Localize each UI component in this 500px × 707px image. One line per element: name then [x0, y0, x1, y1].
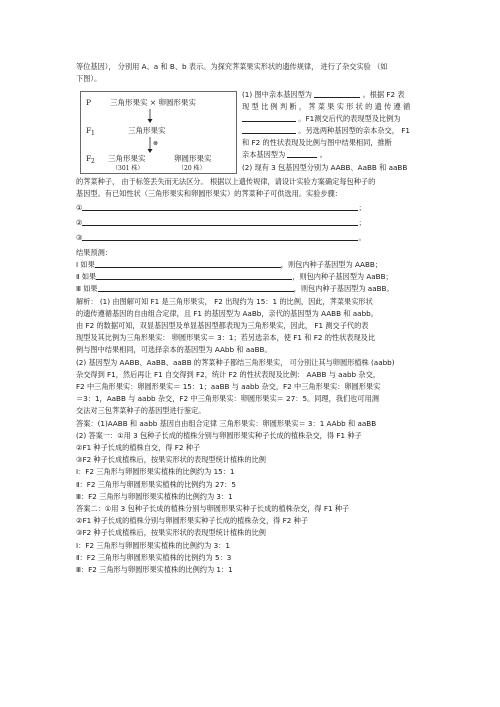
analysis-line: 杂交得到 F1，然后再让 F1 自交得到 F2，统计 F2 的性状表现及比例： AABB 与 aabb 杂交， — [76, 370, 380, 379]
diagram-f2-sub: 2 — [91, 158, 95, 165]
q1-line-4 — [242, 126, 410, 135]
result-2 — [76, 272, 393, 281]
result-tail: ，则包内种子基因型为 AABB； — [280, 260, 383, 269]
analysis-line: 的遗传遵循基因的自由组合定律，且 F1 的基因型为 AaBb，亲代的基因型为 AABB 和 aabb。 — [76, 309, 378, 318]
result-tail: ，则包内种子基因型为 AaBB； — [292, 272, 393, 281]
step-marker: ② — [76, 218, 83, 227]
step-end: ； — [358, 203, 366, 212]
q1-text-c: 。F1测交后代的表现型及比例为 — [298, 114, 401, 123]
step-end: 。 — [358, 233, 366, 242]
result-label: Ⅱ 如果 — [76, 272, 97, 281]
diagram-f1-text: 三角形果实 — [128, 126, 166, 135]
answer-line: ②F1 种子长成的植株分别与卵圆形果实种子长成的植株杂交，得 F2 种子 — [76, 516, 308, 525]
analysis-line: ＝3：1，AaBB 与 aabb 杂交，F2 中三角形果实：卵圆形果实＝ 27：5。同理，我们也可用测 — [76, 394, 379, 403]
diagram-f2-tri-count: （301 株） — [112, 165, 144, 172]
answer-blank[interactable] — [242, 126, 296, 134]
step-blank[interactable] — [82, 218, 358, 226]
step-marker: ① — [76, 203, 83, 212]
self-cross-symbol: ⊗ — [153, 140, 159, 147]
analysis-line: (2) 基因型为 AABB、AaBB、aaBB 的荠菜种子都结三角形果实， 可分别让其与卵圆形植株 (aabb) — [76, 358, 395, 367]
answer-line: Ⅰ：F2 三角形与卵圆形果实植株的比例约为 3：1 — [76, 541, 230, 550]
cross-diagram — [80, 91, 237, 174]
q1-line-3 — [242, 114, 400, 123]
analysis-line: F2 中三角形果实：卵圆形果实＝ 15：1；aaBB 与 aabb 杂交，F2 中三角形果实：卵圆形果实 — [76, 382, 381, 391]
result-blank[interactable] — [95, 260, 281, 268]
diagram-f1-label: F — [86, 126, 92, 135]
answer-blank[interactable] — [242, 114, 296, 122]
q2-line-2: 的荠菜种子， 由于标签丢失而无法区分。 根据以上遗传规律，请设计实验方案确定每包种子的 — [76, 177, 376, 186]
diagram-p-label: P — [86, 98, 92, 107]
diagram-f1-sub: 1 — [91, 130, 95, 137]
q1-line-1 — [242, 90, 405, 99]
q2-line-1: (2) 现有 3 包基因型分别为 AABB、AaBB 和 aaBB — [242, 163, 408, 172]
diagram-f2-tri: 三角形果实 — [108, 154, 146, 163]
q1-line-5: 和 F2 的性状表现及比例与图中结果相同，推断 — [242, 138, 392, 147]
analysis-line: 解析： (1) 由图解可知 F1 是三角形果实， F2 出现约为 15：1 的比例，因此，荠菜果实形状 — [76, 297, 373, 306]
diagram-f2-label: F — [86, 154, 92, 163]
q1-text-e: 亲本基因型为 — [242, 150, 286, 159]
analysis-line: 由 F2 的数据可知，双显基因型及单显基因型都表现为三角形果实，因此， F1 测交子代的表 — [76, 321, 369, 330]
diagram-f2-oval: 卵圆形果实 — [174, 154, 212, 163]
step-1 — [76, 203, 366, 212]
intro-line-2: 下图）。 — [76, 74, 102, 83]
result-label: Ⅲ 如果 — [76, 284, 98, 293]
q1-line-2: 现 型 比 例 判 断 ， 荠 菜 果 实 形 状 的 遗 传 遵 循 — [242, 102, 411, 111]
answer-line: ③F2 种子长成植株后，按果实形状的表现型统计植株的比例 — [76, 528, 266, 537]
q2-line-3: 基因型。有已知性状（三角形果实和卵圆形果实）的荠菜种子可供选用。实验步骤： — [76, 189, 342, 198]
answer-line: Ⅱ：F2 三角形与卵圆形果实植株的比例约为 5：3 — [76, 553, 232, 562]
analysis-line: 例与图中结果相同，可选择亲本的基因型为 AAbb 和 aaBB。 — [76, 345, 272, 354]
step-2 — [76, 218, 366, 227]
intro-line-1: 等位基因）， 分别用 A、a 和 B、b 表示。为探究荠菜果实形状的遗传规律， 进行了杂交实验 （如 — [76, 62, 388, 71]
q1-text-a: (1) 图中亲本基因型为 — [242, 90, 312, 99]
step-marker: ③ — [76, 233, 83, 242]
answer-line: 答案二：①用 3 包种子长成的植株分别与卵圆形果实种子长成的植株杂交，得 F1 种子 — [76, 504, 350, 513]
answer-line: Ⅲ：F2 三角形与卵圆形果实植株的比例约为 3：1 — [76, 492, 233, 501]
q1-text-d: 。另选两种基因型的亲本杂交， F1 — [298, 126, 410, 135]
result-3 — [76, 284, 394, 293]
answer-line: 答案：(1)AABB 和 aabb 基因自由组合定律 三角形果实：卵圆形果实＝ 3：1 AAbb 和 aaBB — [76, 419, 377, 428]
step-3 — [76, 233, 366, 242]
results-heading: 结果预测： — [76, 248, 112, 257]
q1-text-f: 。 — [319, 150, 327, 159]
diagram-f2-oval-count: （20 株） — [178, 165, 206, 172]
answer-blank[interactable] — [314, 90, 360, 98]
q1-text-b: 。根据 F2 表 — [362, 90, 405, 99]
result-tail: ，则包内种子基因型为 aaBB。 — [293, 284, 394, 293]
result-label: Ⅰ 如果 — [76, 260, 95, 269]
step-blank[interactable] — [82, 203, 358, 211]
answer-line: Ⅰ：F2 三角形与卵圆形果实植株的比例约为 15：1 — [76, 467, 235, 476]
answer-line: ③F2 种子长成植株后，按果实形状的表现型统计植株的比例 — [76, 455, 266, 464]
answer-line: (2) 答案一：①用 3 包种子长成的植株分别与卵圆形果实种子长成的植株杂交，得 F1 种子 — [76, 431, 362, 440]
analysis-line: 交法对三包荠菜种子的基因型进行鉴定。 — [76, 406, 206, 415]
diagram-p-cross: 三角形果实 × 卵圆形果实 — [110, 98, 197, 107]
step-end: ； — [358, 218, 366, 227]
step-blank[interactable] — [82, 233, 358, 241]
q1-line-6 — [242, 150, 327, 159]
analysis-line: 现型及其比例为三角形果实： 卵圆形果实＝ 3：1；若另选亲本，使 F1 和 F2 的性状表现及比 — [76, 333, 376, 342]
answer-line: ②F1 种子长成的植株自交，得 F2 种子 — [76, 443, 201, 452]
answer-line: Ⅲ：F2 三角形与卵圆形果实植株的比例约为 1：1 — [76, 565, 233, 574]
result-blank[interactable] — [96, 272, 292, 280]
result-1 — [76, 260, 382, 269]
answer-line: Ⅱ：F2 三角形与卵圆形果实植株的比例约为 27：5 — [76, 480, 236, 489]
answer-blank[interactable] — [287, 150, 317, 158]
result-blank[interactable] — [98, 284, 294, 292]
